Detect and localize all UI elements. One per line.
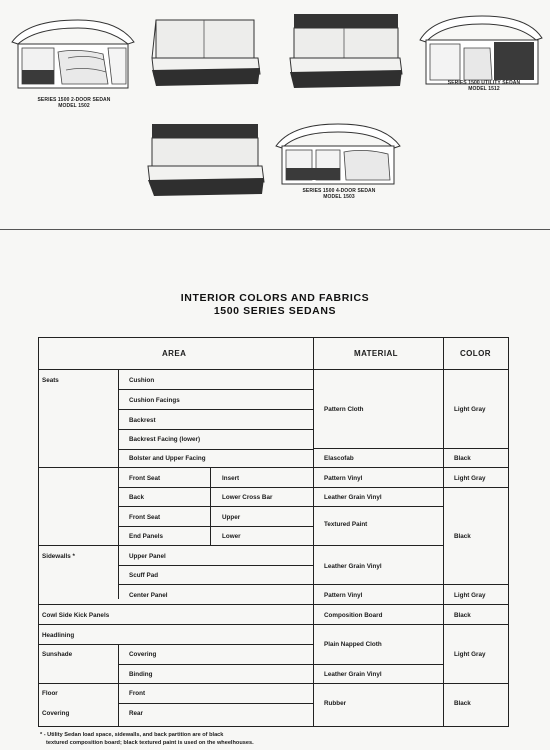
area-floor: Floor bbox=[42, 690, 58, 697]
area-center-panel: Center Panel bbox=[129, 592, 168, 599]
color-black-4: Black bbox=[454, 700, 471, 707]
area-covering: Covering bbox=[129, 651, 157, 658]
area-floor-covering: Covering bbox=[42, 710, 70, 717]
area-end-panels: End Panels bbox=[129, 533, 163, 540]
area-scuff-pad: Scuff Pad bbox=[129, 572, 159, 579]
area-bolster: Bolster and Upper Facing bbox=[129, 455, 206, 462]
material-composition-board: Composition Board bbox=[324, 612, 383, 619]
color-light-gray-2: Light Gray bbox=[454, 475, 486, 482]
car-interior-4door-icon bbox=[272, 122, 404, 188]
page-title: INTERIOR COLORS AND FABRICS bbox=[180, 292, 370, 304]
car-interior-2door-icon bbox=[8, 14, 138, 94]
caption-4door: SERIES 1500 4-DOOR SEDAN MODEL 1503 bbox=[302, 188, 376, 200]
area-sidewalls: Sidewalls * bbox=[42, 553, 75, 560]
header-material: MATERIAL bbox=[354, 349, 398, 358]
page-subtitle: 1500 SERIES SEDANS bbox=[213, 305, 337, 317]
material-leather-grain-vinyl-2: Leather Grain Vinyl bbox=[324, 563, 382, 570]
material-elascofab: Elascofab bbox=[324, 455, 354, 462]
footnote-line-1: * - Utility Sedan load space, sidewalls, and back partition are of black bbox=[40, 732, 224, 738]
caption-utility: SERIES 1500 UTILITY SEDAN MODEL 1512 bbox=[447, 80, 521, 92]
color-black-3: Black bbox=[454, 612, 471, 619]
area-upper: Upper bbox=[222, 514, 241, 521]
area-cowl: Cowl Side Kick Panels bbox=[42, 612, 110, 619]
area-seats: Seats bbox=[42, 377, 59, 384]
interior-table bbox=[38, 337, 509, 727]
color-light-gray-1: Light Gray bbox=[454, 406, 486, 413]
area-cushion-facings: Cushion Facings bbox=[129, 397, 180, 404]
area-insert: Insert bbox=[222, 475, 240, 482]
bench-seat-icon-3 bbox=[146, 120, 266, 202]
material-pattern-vinyl-2: Pattern Vinyl bbox=[324, 592, 363, 599]
area-front-seat-2: Front Seat bbox=[129, 514, 161, 521]
area-upper-panel: Upper Panel bbox=[129, 553, 166, 560]
area-lower-cross-bar: Lower Cross Bar bbox=[222, 494, 273, 501]
area-sunshade: Sunshade bbox=[42, 651, 73, 658]
bench-seat-icon bbox=[150, 14, 262, 90]
area-back: Back bbox=[129, 494, 145, 501]
material-pattern-cloth: Pattern Cloth bbox=[324, 406, 364, 413]
color-black-2: Black bbox=[454, 533, 471, 540]
color-light-gray-3: Light Gray bbox=[454, 592, 486, 599]
caption-2door: SERIES 1500 2-DOOR SEDAN MODEL 1502 bbox=[37, 97, 111, 109]
bench-seat-icon-2 bbox=[288, 10, 404, 92]
material-leather-grain-vinyl-3: Leather Grain Vinyl bbox=[324, 671, 382, 678]
car-interior-utility-icon bbox=[418, 12, 544, 88]
area-backrest: Backrest bbox=[129, 417, 156, 424]
material-plain-napped-cloth: Plain Napped Cloth bbox=[324, 641, 382, 648]
area-front: Front bbox=[129, 690, 146, 697]
footnote-line-2: textured composition board; black textured paint is used on the wheelhouses. bbox=[46, 740, 254, 746]
footnote bbox=[40, 731, 510, 747]
area-backrest-facing: Backrest Facing (lower) bbox=[129, 436, 201, 443]
material-pattern-vinyl-1: Pattern Vinyl bbox=[324, 475, 363, 482]
area-rear: Rear bbox=[129, 710, 144, 717]
page-divider bbox=[0, 229, 550, 230]
area-binding: Binding bbox=[129, 671, 153, 678]
material-textured-paint: Textured Paint bbox=[324, 521, 368, 528]
material-rubber: Rubber bbox=[324, 700, 347, 707]
area-lower: Lower bbox=[222, 533, 241, 540]
header-area: AREA bbox=[162, 349, 187, 358]
area-headlining: Headlining bbox=[42, 632, 75, 639]
header-color: COLOR bbox=[460, 349, 491, 358]
color-light-gray-4: Light Gray bbox=[454, 651, 486, 658]
color-black-1: Black bbox=[454, 455, 471, 462]
area-cushion: Cushion bbox=[129, 377, 155, 384]
area-front-seat-1: Front Seat bbox=[129, 475, 161, 482]
material-leather-grain-vinyl-1: Leather Grain Vinyl bbox=[324, 494, 382, 501]
